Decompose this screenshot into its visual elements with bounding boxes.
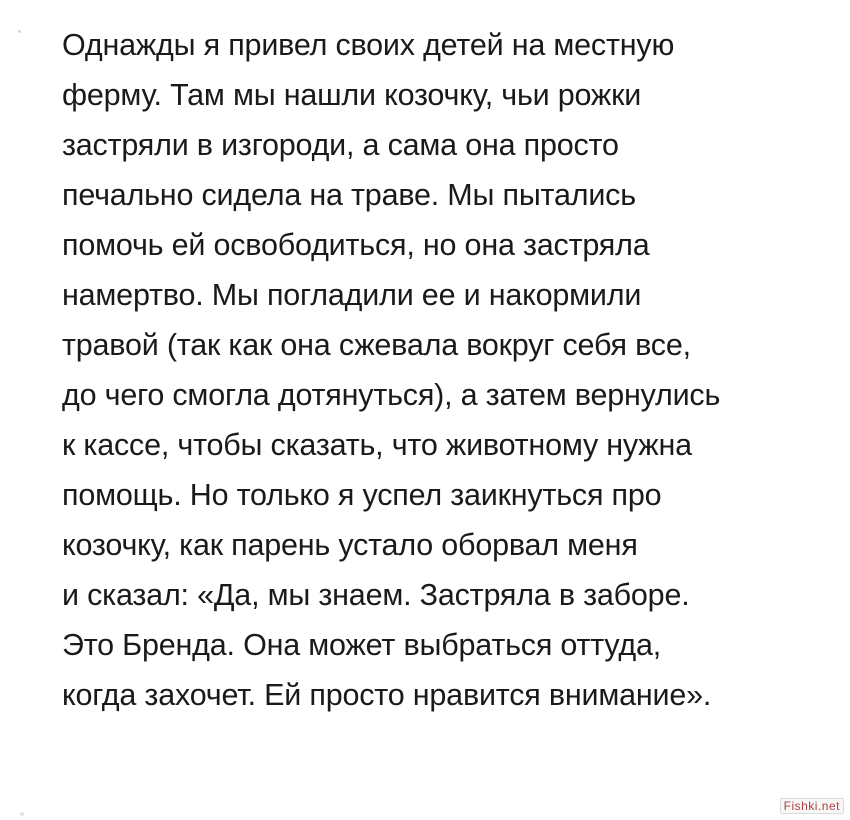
text-line: когда захочет. Ей просто нравится внимание». <box>62 678 712 712</box>
text-line: и сказал: «Да, мы знаем. Застряла в заборе. <box>62 578 690 612</box>
text-line: ферму. Там мы нашли козочку, чьи рожки <box>62 78 642 112</box>
text-line: печально сидела на траве. Мы пытались <box>62 178 636 212</box>
text-line: помощь. Но только я успел заикнуться про <box>62 478 662 512</box>
text-line: козочку, как парень устало оборвал меня <box>62 528 638 562</box>
scan-artifact-dot-bottom <box>20 812 24 816</box>
text-line: Однажды я привел своих детей на местную <box>62 28 675 62</box>
scan-artifact-dot-top <box>18 30 21 33</box>
text-line: Это Бренда. Она может выбраться оттуда, <box>62 628 662 662</box>
text-line: травой (так как она сжевала вокруг себя все, <box>62 328 691 362</box>
text-line: помочь ей освободиться, но она застряла <box>62 228 650 262</box>
text-line: к кассе, чтобы сказать, что животному нужна <box>62 428 692 462</box>
watermark-label: Fishki.net <box>780 798 844 814</box>
text-line: намертво. Мы погладили ее и накормили <box>62 278 642 312</box>
text-line: застряли в изгороди, а сама она просто <box>62 128 619 162</box>
story-text-block <box>62 20 792 720</box>
text-line: до чего смогла дотянуться), а затем вернулись <box>62 378 721 412</box>
